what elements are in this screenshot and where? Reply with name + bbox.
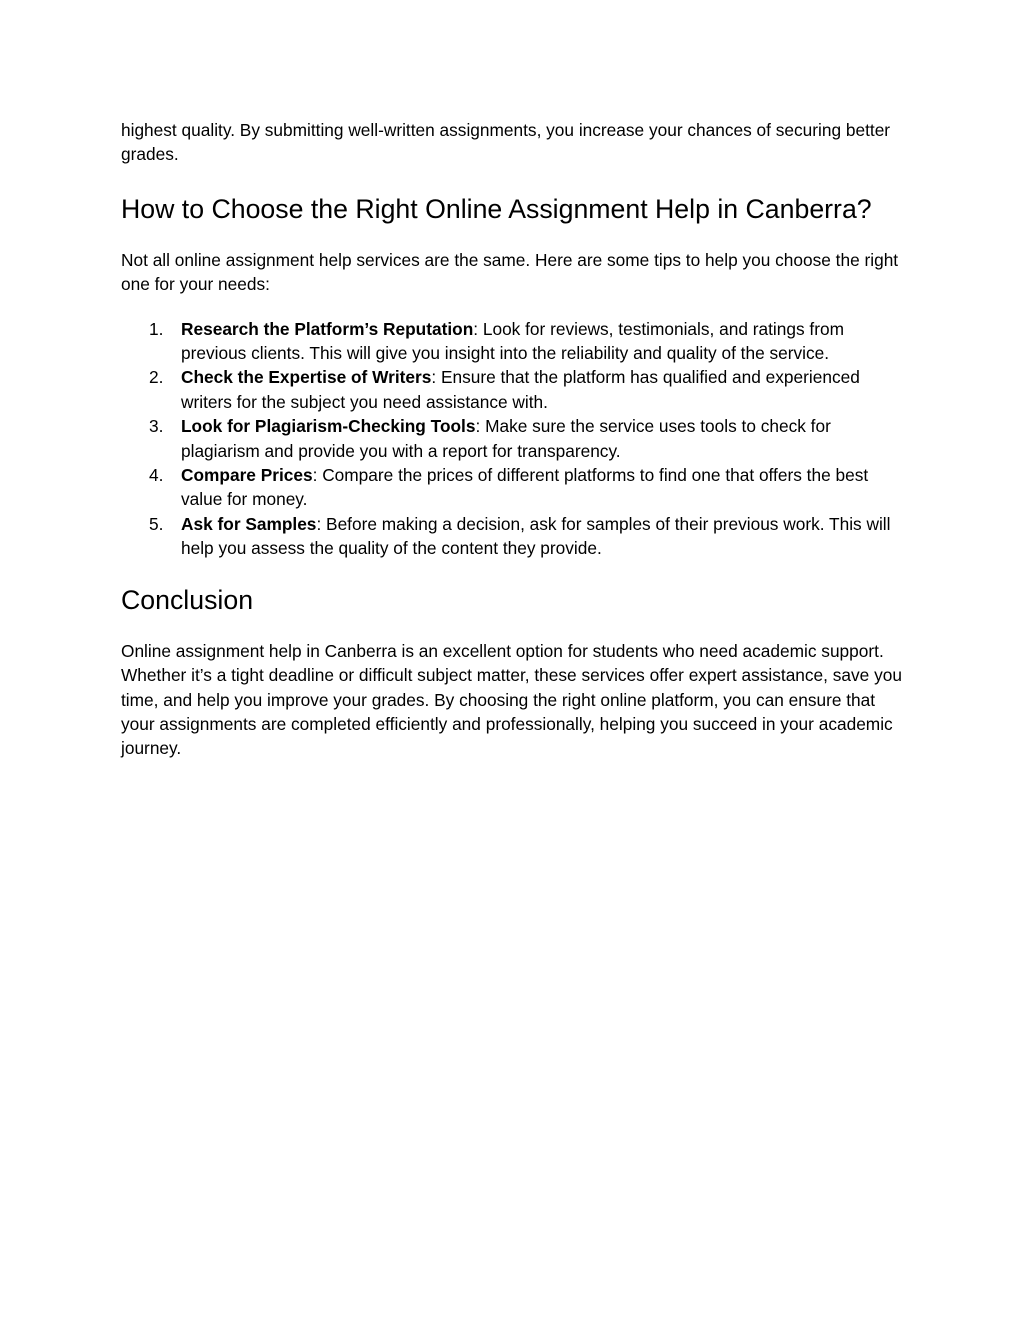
list-item-text: : Make sure the service uses tools to check for plagiarism and provide you with a report for transparency. — [181, 416, 831, 461]
list-item-text: : Before making a decision, ask for samples of their previous work. This will help you assess the quality of the content they provide. — [181, 513, 891, 559]
list-item-text: : Ensure that the platform has qualified and experienced writers for the subject you need assistance with. — [181, 367, 860, 412]
list-item-number: 2. — [149, 367, 164, 388]
list-item-number: 1. — [149, 318, 164, 339]
list-item-number: 5. — [149, 513, 164, 534]
list-item-title: Look for Plagiarism-Checking Tools — [181, 416, 476, 437]
list-item-text: : Compare the prices of different platforms to find one that offers the best value for money. — [181, 465, 869, 510]
list-item — [121, 414, 911, 463]
list-item — [121, 317, 911, 366]
choose-section-intro: Not all online assignment help services are the same. Here are some tips to help you choose the right one for your needs: — [121, 249, 899, 295]
list-item — [121, 512, 911, 561]
document-content — [121, 118, 911, 761]
list-item-title: Compare Prices — [181, 465, 313, 486]
list-item-text: : Look for reviews, testimonials, and ratings from previous clients. This will give you insight into the reliability and quality of the service. — [181, 318, 844, 364]
list-item-number: 4. — [149, 465, 164, 486]
conclusion-heading: Conclusion — [121, 584, 254, 615]
list-item-title: Research the Platform’s Reputation — [181, 318, 474, 339]
list-item — [121, 463, 911, 512]
list-item — [121, 365, 911, 414]
tips-list — [121, 317, 911, 561]
intro-continuation-paragraph: highest quality. By submitting well-written assignments, you increase your chances of securing better grades. — [121, 120, 891, 165]
choose-section-heading: How to Choose the Right Online Assignment Help in Canberra? — [121, 193, 872, 224]
list-item-title: Check the Expertise of Writers — [181, 367, 432, 388]
list-item-title: Ask for Samples — [181, 513, 317, 534]
conclusion-paragraph: Online assignment help in Canberra is an excellent option for students who need academic support. Whether it’s a tight deadline or difficult subject matter, these services offer expert assistance, save you time, and help you improve your grades. By choosing the right online platform, you can ensure that your assignments are completed efficiently and professionally, helping you succeed in your academic journey. — [121, 640, 902, 759]
list-item-number: 3. — [149, 416, 164, 437]
